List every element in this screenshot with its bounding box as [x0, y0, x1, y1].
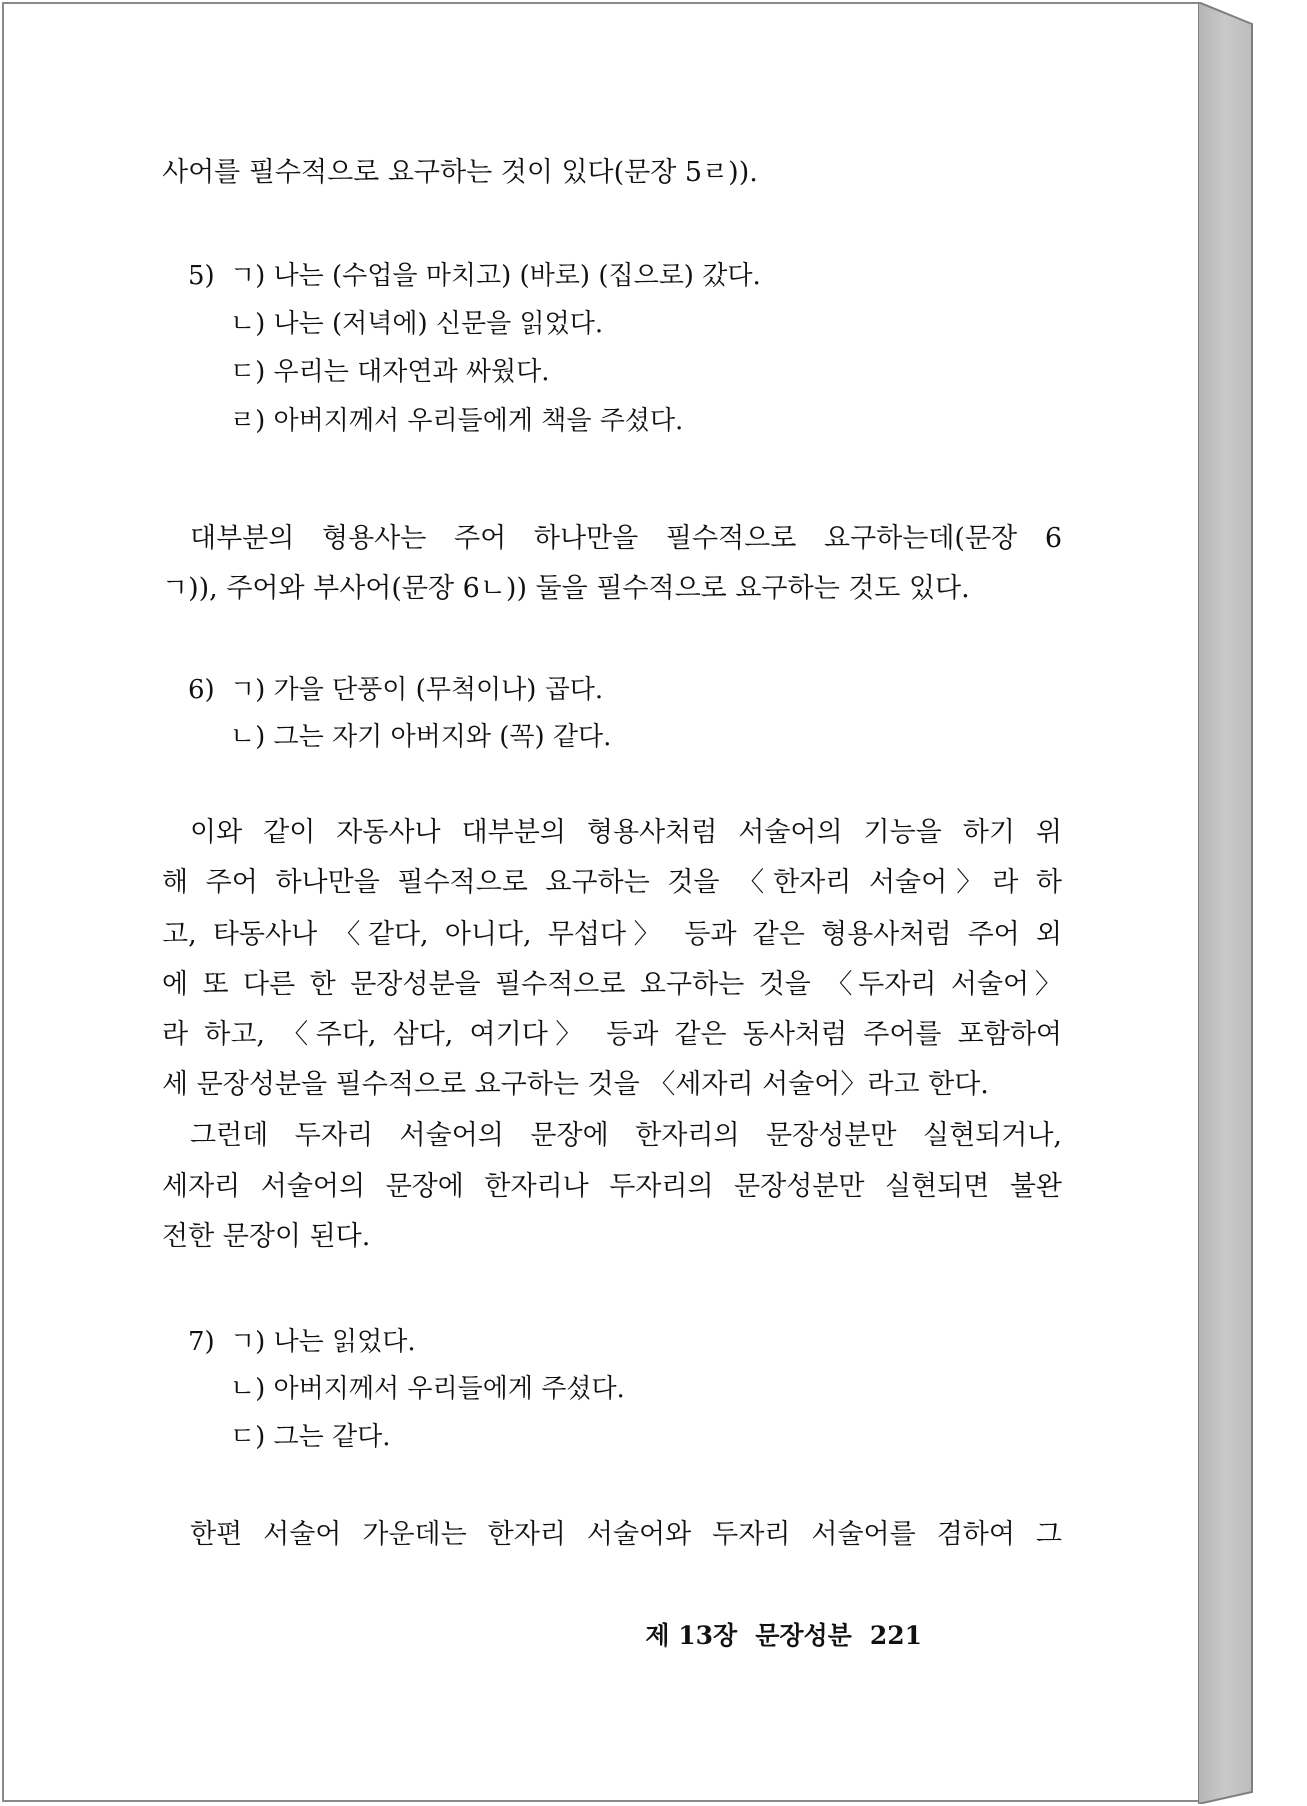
paragraph-line: 에 또 다른 한 문장성분을 필수적으로 요구하는 것을 〈두자리 서술어〉 — [162, 969, 1062, 1000]
paragraph-line: 고, 타동사나 〈같다, 아니다, 무섭다〉 등과 같은 형용사처럼 주어 외 — [162, 919, 1062, 950]
example-number: 5) — [188, 261, 215, 291]
top-continuation-line: 사어를 필수적으로 요구하는 것이 있다(문장 5ㄹ)). — [162, 157, 758, 188]
example-item: ㄱ) 가을 단풍이 (무척이나) 곱다. — [230, 675, 604, 705]
chapter-label: 제 13장 — [645, 1621, 738, 1650]
example-item: ㄹ) 아버지께서 우리들에게 책을 주셨다. — [230, 406, 684, 436]
example-item: ㄱ) 나는 읽었다. — [230, 1327, 416, 1357]
paragraph-line: 라 하고, 〈주다, 삼다, 여기다〉 등과 같은 동사처럼 주어를 포함하여 — [162, 1019, 1062, 1050]
page-number: 221 — [869, 1621, 922, 1650]
example-item: ㄷ) 우리는 대자연과 싸웠다. — [230, 357, 550, 387]
example-number: 7) — [188, 1327, 215, 1357]
paragraph-line: 해 주어 하나만을 필수적으로 요구하는 것을 〈한자리 서술어〉라 하 — [162, 867, 1062, 898]
paragraph-line: 그런데 두자리 서술어의 문장에 한자리의 문장성분만 실현되거나, — [190, 1120, 1062, 1151]
example-item: ㄴ) 나는 (저녁에) 신문을 읽었다. — [230, 309, 604, 339]
paragraph-line: ㄱ)), 주어와 부사어(문장 6ㄴ)) 둘을 필수적으로 요구하는 것도 있다. — [162, 573, 970, 604]
page-footer — [627, 1616, 922, 1652]
book-spine — [1198, 2, 1298, 1804]
example-item: ㄴ) 그는 자기 아버지와 (꼭) 같다. — [230, 722, 612, 752]
paragraph-line: 세 문장성분을 필수적으로 요구하는 것을 〈세자리 서술어〉라고 한다. — [162, 1069, 989, 1100]
paragraph-line: 대부분의 형용사는 주어 하나만을 필수적으로 요구하는데(문장 6 — [190, 523, 1062, 554]
example-number: 6) — [188, 675, 215, 705]
paragraph-line: 전한 문장이 된다. — [162, 1221, 371, 1252]
example-item: ㄷ) 그는 같다. — [230, 1422, 391, 1452]
section-title: 문장성분 — [755, 1621, 852, 1650]
paragraph-4-line: 한편 서술어 가운데는 한자리 서술어와 두자리 서술어를 겸하여 그 — [190, 1519, 1062, 1550]
paragraph-line: 이와 같이 자동사나 대부분의 형용사처럼 서술어의 기능을 하기 위 — [190, 817, 1062, 848]
example-item: ㄴ) 아버지께서 우리들에게 주셨다. — [230, 1374, 625, 1404]
example-item: ㄱ) 나는 (수업을 마치고) (바로) (집으로) 갔다. — [230, 261, 761, 291]
paragraph-line: 세자리 서술어의 문장에 한자리나 두자리의 문장성분만 실현되면 불완 — [162, 1171, 1062, 1202]
